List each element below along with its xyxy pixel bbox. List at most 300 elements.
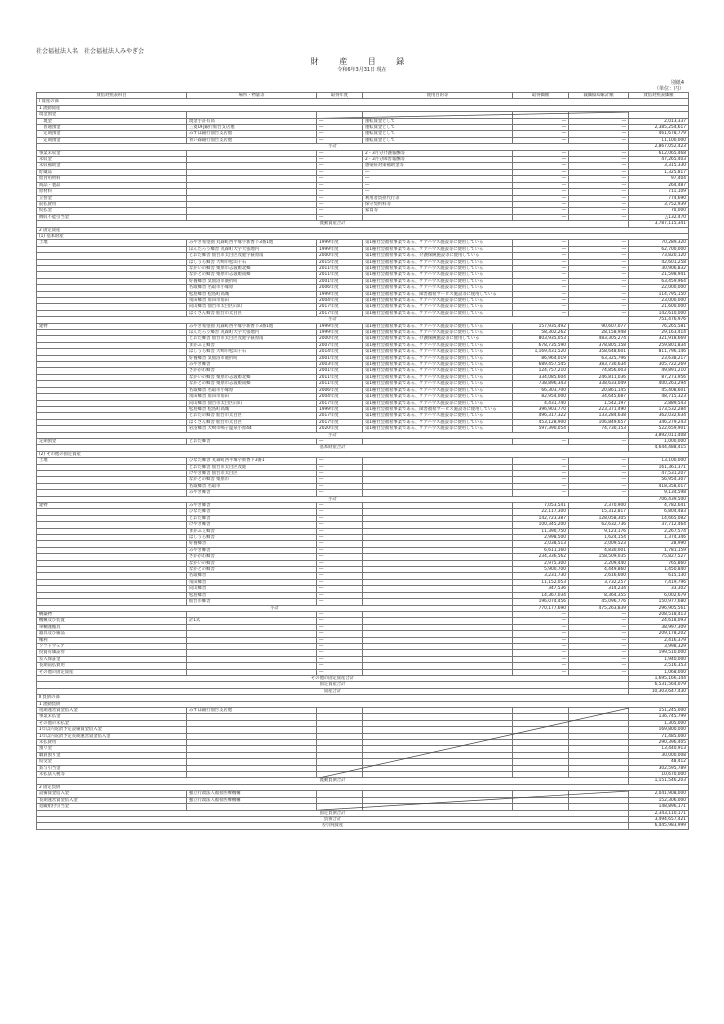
book-value: 47,265,403 — [629, 157, 689, 163]
acquisition-year: 2007年度 — [317, 342, 363, 348]
book-value: 765,860 — [629, 560, 689, 566]
column-header: 取得価額 — [513, 93, 569, 99]
purpose: 第1種社会福祉事業である、ケアハウス施設等に使用している — [363, 330, 513, 336]
acquisition-cost: ― — [513, 208, 569, 214]
account-name: その他の固定資産 — [37, 669, 187, 675]
acquisition-year: 1999年度 — [317, 323, 363, 329]
section-heading: (1) 基本財産 — [37, 233, 689, 239]
accumulated-depreciation: ― — [569, 169, 629, 175]
acquisition-year: ― — [317, 579, 363, 585]
accumulated-depreciation: ― — [569, 611, 629, 617]
account-name: 普通預金 — [37, 125, 187, 131]
location: 松島郷舎 松島町高城 — [187, 406, 317, 412]
accumulated-depreciation: ― — [569, 304, 629, 310]
book-value: 774,690 — [629, 195, 689, 201]
book-value: 1,781,159 — [629, 547, 689, 553]
book-value: 63,459,964 — [629, 278, 689, 284]
account-name: 職員預り金 — [37, 752, 187, 758]
accumulated-depreciation: ― — [569, 291, 629, 297]
acquisition-cost: ― — [513, 285, 569, 291]
acquisition-year: 2011年度 — [317, 272, 363, 278]
acquisition-cost: 124,757,210 — [513, 368, 569, 374]
acquisition-year: 2004年度 — [317, 394, 363, 400]
accumulated-depreciation: 15,312,817 — [569, 509, 629, 515]
subtotal-value: 706,439,500 — [629, 496, 689, 502]
column-header: 減価償却累計額 — [569, 93, 629, 99]
account-name: 現金預金 — [37, 112, 187, 118]
accumulated-depreciation: ― — [569, 618, 629, 624]
acquisition-cost: ― — [513, 477, 569, 483]
acquisition-cost: ― — [513, 310, 569, 316]
purpose: ― — [363, 189, 513, 195]
book-value: 400,263,294 — [629, 381, 689, 387]
acquisition-year: ― — [317, 554, 363, 560]
acquisition-cost: ― — [513, 272, 569, 278]
account-name: その他の未払金 — [37, 720, 187, 726]
book-value: 461,678,779 — [629, 131, 689, 137]
accumulated-depreciation: ― — [569, 253, 629, 259]
subtotal-value: 2,867,052,423 — [629, 144, 689, 150]
book-value: 161,361,371 — [629, 464, 689, 470]
acquisition-year: 2006年度 — [317, 387, 363, 393]
acquisition-cost: ― — [513, 464, 569, 470]
acquisition-cost: ― — [513, 163, 569, 169]
acquisition-cost: 738,896,343 — [513, 381, 569, 387]
account-name: 賞与引当金 — [37, 765, 187, 771]
acquisition-year: 2011年度 — [317, 265, 363, 271]
acquisition-year: ― — [317, 637, 363, 643]
acquisition-cost: ― — [513, 643, 569, 649]
accumulated-depreciation: 74,730,153 — [569, 426, 629, 432]
account-name: 機械及び装置 — [37, 618, 187, 624]
acquisition-year: ― — [317, 631, 363, 637]
book-value: 75,827,527 — [629, 554, 689, 560]
book-value: 38,997,309 — [629, 624, 689, 630]
subtotal-value: 296,905,561 — [629, 605, 689, 611]
diagonal-strike-line — [317, 708, 629, 778]
acquisition-cost: ― — [513, 246, 569, 252]
book-value: 97,404 — [629, 176, 689, 182]
book-value: 37,712,464 — [629, 522, 689, 528]
document-date: 令和6年3月31日 現在 — [337, 67, 387, 73]
acquisition-cost: 5,900,700 — [513, 567, 569, 573]
accumulated-depreciation: 4,830,001 — [569, 547, 629, 553]
accumulated-depreciation: 1,624,154 — [569, 535, 629, 541]
location: みずほ銀行仙台支店他 — [187, 708, 317, 714]
acquisition-year: 1999年度 — [317, 246, 363, 252]
subtotal-label: 小計 — [37, 144, 629, 150]
book-value: 24,618,093 — [629, 618, 689, 624]
accumulated-depreciation: 8,364,355 — [569, 592, 629, 598]
accumulated-depreciation: ― — [569, 656, 629, 662]
book-value: △132,470 — [629, 214, 689, 220]
location: けやき郷舎 仙台市太白区 — [187, 470, 317, 476]
account-name: 給食用材料 — [37, 176, 187, 182]
book-value: 21,600,000 — [629, 304, 689, 310]
diagonal-strike-line — [317, 112, 629, 118]
acquisition-year: ― — [317, 541, 363, 547]
acquisition-year: 2020年度 — [317, 426, 363, 432]
account-name: ソフトウェア — [37, 643, 187, 649]
column-header: 貸借対照表価額 — [629, 93, 689, 99]
purpose: 運転資金として — [363, 137, 513, 143]
book-value: 6,804,483 — [629, 509, 689, 515]
accumulated-depreciation: ― — [569, 259, 629, 265]
section-heading: 1 流動負債 — [37, 701, 689, 707]
book-value: 2,385,254,617 — [629, 125, 689, 131]
acquisition-cost: ― — [513, 240, 569, 246]
account-name: 短期運営資金借入金 — [37, 708, 187, 714]
purpose: 第1種社会福祉事業である、障害福祉サービス施設等に使用している — [363, 291, 513, 297]
acquisition-year: ― — [317, 650, 363, 656]
accumulated-depreciation: 20,861,145 — [569, 387, 629, 393]
acquisition-year: ― — [317, 643, 363, 649]
account-name: 定期預金 — [37, 438, 187, 444]
total-value: 2,343,110,171 — [629, 810, 689, 816]
acquisition-year: ― — [317, 458, 363, 464]
total-label: その他の固定資産合計 — [37, 675, 629, 681]
location: なかとの郷舎 — [187, 567, 317, 573]
total-label: 差引純資産 — [37, 823, 629, 829]
acquisition-cost: ― — [513, 176, 569, 182]
accumulated-depreciation: ― — [569, 285, 629, 291]
location: 好養郷舎 気仙沼市鹿折町 — [187, 355, 317, 361]
purpose: 感染症対策補助金等 — [363, 163, 513, 169]
total-value: 4,644,488,415 — [629, 445, 689, 451]
acquisition-cost: ― — [513, 150, 569, 156]
accumulated-depreciation: ― — [569, 663, 629, 669]
book-value: 290,396,405 — [629, 740, 689, 746]
acquisition-cost: 14,367,034 — [513, 592, 569, 598]
book-value: 45,408,601 — [629, 387, 689, 393]
column-header: 使用目的等 — [363, 93, 513, 99]
accumulated-depreciation: 106,849,657 — [569, 419, 629, 425]
location: みやぎ郷舎 — [187, 547, 317, 553]
book-value: 209,178,202 — [629, 631, 689, 637]
accumulated-depreciation: 2,009,523 — [569, 541, 629, 547]
account-name: 長期前払費用 — [37, 663, 187, 669]
acquisition-year: ― — [317, 618, 363, 624]
location: 仙台市郷舎 — [187, 599, 317, 605]
book-value: 14,665,082 — [629, 515, 689, 521]
location: なかとの郷舎 栗原市志波姫南郷 — [187, 381, 317, 387]
book-value: 33,302 — [629, 586, 689, 592]
acquisition-cost: 2,975,300 — [513, 560, 569, 566]
acquisition-year: 2001年度 — [317, 278, 363, 284]
account-name: 差入保証金 — [37, 656, 187, 662]
location: ひなた郷舎 丸森町西平塚字新香下3番1 — [187, 458, 317, 464]
accumulated-depreciation: ― — [569, 163, 629, 169]
section-heading: 2 固定負債 — [37, 784, 689, 790]
acquisition-cost: ― — [513, 291, 569, 297]
purpose: 第1種社会福祉事業である、ケアハウス施設等に使用している — [363, 368, 513, 374]
location: 角田郷舎 — [187, 579, 317, 585]
acquisition-year: ― — [317, 157, 363, 163]
location: なかとの郷舎 栗原市志波姫南郷 — [187, 272, 317, 278]
document-title: 財 産 目 録 — [310, 57, 414, 66]
section-heading: (2) その他の固定資産 — [37, 451, 689, 457]
accumulated-depreciation: ― — [569, 272, 629, 278]
accumulated-depreciation: ― — [569, 464, 629, 470]
book-value: 28,990 — [629, 541, 689, 547]
location: ひなた郷舎 — [187, 509, 317, 515]
account-name: 土地 — [37, 240, 187, 246]
acquisition-cost: ― — [513, 483, 569, 489]
acquisition-cost: 2,998,500 — [513, 535, 569, 541]
acquisition-cost: ― — [513, 169, 569, 175]
account-name: 仮払金 — [37, 208, 187, 214]
book-value: 362,032,634 — [629, 413, 689, 419]
total-value: 1,151,546,203 — [629, 778, 689, 784]
acquisition-cost: 11,152,053 — [513, 579, 569, 585]
book-value: 3,752,939 — [629, 201, 689, 207]
location: なかいの郷舎 栗原市志波姫北郷 — [187, 374, 317, 380]
account-name: 未収金 — [37, 157, 187, 163]
book-value: 70,000 — [629, 208, 689, 214]
book-value: 29,163,414 — [629, 330, 689, 336]
accumulated-depreciation: ― — [569, 310, 629, 316]
accumulated-depreciation: ― — [569, 157, 629, 163]
accumulated-depreciation: 2,209,440 — [569, 560, 629, 566]
acquisition-cost: 234,336,562 — [513, 554, 569, 560]
book-value: 62,700,000 — [629, 246, 689, 252]
accumulated-depreciation: ― — [569, 182, 629, 188]
accumulated-depreciation: ― — [569, 643, 629, 649]
acquisition-year: ― — [317, 503, 363, 509]
acquisition-cost: 157,935,492 — [513, 323, 569, 329]
location: 向山郷舎 仙台市太白区向山 — [187, 304, 317, 310]
book-value: 346,279,243 — [629, 419, 689, 425]
accumulated-depreciation: ― — [569, 246, 629, 252]
total-value: 1,695,166,144 — [629, 675, 689, 681]
acquisition-cost: ― — [513, 650, 569, 656]
account-name: 未払費用 — [37, 740, 187, 746]
location: なかとの郷舎 栗原市 — [187, 477, 317, 483]
accumulated-depreciation: 90,607,077 — [569, 323, 629, 329]
acquisition-cost: 597,390,054 — [513, 426, 569, 432]
accumulated-depreciation: 383,730,634 — [569, 362, 629, 368]
book-value: 71,485,000 — [629, 733, 689, 739]
accumulated-depreciation: 62,632,736 — [569, 522, 629, 528]
book-value: 48,412 — [629, 759, 689, 765]
book-value: 9,134,598 — [629, 490, 689, 496]
book-value: 136,745,799 — [629, 714, 689, 720]
acquisition-year: ― — [317, 528, 363, 534]
location: けやき郷舎 — [187, 522, 317, 528]
total-label: 資産合計 — [37, 688, 629, 694]
accumulated-depreciation: ― — [569, 483, 629, 489]
purpose: 家賃等 — [363, 208, 513, 214]
purpose: 運転資金として — [363, 125, 513, 131]
book-value: 3,998,329 — [629, 643, 689, 649]
location: 三菱UFJ銀行仙台支店他 — [187, 125, 317, 131]
book-value: 3,315,330 — [629, 163, 689, 169]
total-label: 流動資産合計 — [37, 221, 629, 227]
accumulated-depreciation: ― — [569, 240, 629, 246]
accumulated-depreciation: 2,616,600 — [569, 573, 629, 579]
acquisition-year: ― — [317, 464, 363, 470]
acquisition-year: 2001年度 — [317, 368, 363, 374]
section-heading: Ⅰ 資産の部 — [37, 99, 689, 105]
location: とおだ郷舎 仙台市太白区茂庭 — [187, 464, 317, 470]
acquisition-cost: ― — [513, 253, 569, 259]
location: みやぎ郷舎 — [187, 490, 317, 496]
accumulated-depreciation: ― — [569, 278, 629, 284]
account-name: 土地 — [37, 458, 187, 464]
purpose: 第1種社会福祉事業である、ケアハウス施設等に使用している — [363, 323, 513, 329]
document-number: 別紙4 — [670, 80, 684, 86]
account-name: 事業未払金 — [37, 714, 187, 720]
acquisition-cost: ― — [513, 278, 569, 284]
accumulated-depreciation: ― — [569, 490, 629, 496]
book-value: 13,440,913 — [629, 746, 689, 752]
purpose: 第1種社会福祉事業である、介護保険施設等に使用している — [363, 336, 513, 342]
purpose: 第1種社会福祉事業である、ケアハウス施設等に使用している — [363, 426, 513, 432]
acquisition-year: ― — [317, 214, 363, 220]
book-value: 1,450,840 — [629, 567, 689, 573]
accumulated-depreciation: 74,856,003 — [569, 368, 629, 374]
column-header: 場所・物量等 — [187, 93, 317, 99]
book-value: 42,601,258 — [629, 259, 689, 265]
acquisition-year: ― — [317, 586, 363, 592]
acquisition-year: 2015年度 — [317, 259, 363, 265]
acquisition-cost: 82,954,000 — [513, 394, 569, 400]
acquisition-cost: ― — [513, 637, 569, 643]
book-value: 811,796,146 — [629, 349, 689, 355]
accumulated-depreciation: ― — [569, 189, 629, 195]
location: 青い森銀行仙台支店他 — [187, 137, 317, 143]
book-value: 151,245,000 — [629, 708, 689, 714]
book-value: 23,638,217 — [629, 355, 689, 361]
location: 計1式 — [187, 618, 317, 624]
account-name: 設備資金借入金 — [37, 791, 187, 797]
total-value: 6,445,983,999 — [629, 823, 689, 829]
acquisition-cost: 4,431,740 — [513, 400, 569, 406]
accumulated-depreciation: ― — [569, 150, 629, 156]
accumulated-depreciation: ― — [569, 195, 629, 201]
subtotal-depreciation: 475,263,839 — [569, 605, 629, 611]
purpose: 2・3月分介護報酬等 — [363, 150, 513, 156]
column-header: 貸借対照表科目 — [37, 93, 187, 99]
book-value: 49,891,210 — [629, 368, 689, 374]
accumulated-depreciation: 128,058,305 — [569, 515, 629, 521]
acquisition-cost: ― — [513, 259, 569, 265]
subtotal-label: 小計 — [37, 605, 513, 611]
purpose: ― — [363, 169, 513, 175]
purpose: 第1種社会福祉事業である、ケアハウス施設等に使用している — [363, 355, 513, 361]
accumulated-depreciation: 34,645,687 — [569, 394, 629, 400]
purpose: 第1種社会福祉事業である、ケアハウス施設等に使用している — [363, 342, 513, 348]
location: 岩沼郷舎 大崎市鳴子温泉小原44 — [187, 426, 317, 432]
acquisition-year: 2003年度 — [317, 362, 363, 368]
accumulated-depreciation: ― — [569, 137, 629, 143]
accumulated-depreciation: 158,509,035 — [569, 554, 629, 560]
accumulated-depreciation: ― — [569, 624, 629, 630]
location: まかふぇ郷舎 — [187, 528, 317, 534]
acquisition-cost: 11,390,750 — [513, 528, 569, 534]
accumulated-depreciation: ― — [569, 650, 629, 656]
accumulated-depreciation: ― — [569, 125, 629, 131]
acquisition-year: 2004年度 — [317, 298, 363, 304]
acquisition-cost: 142,723,387 — [513, 515, 569, 521]
acquisition-year: ― — [317, 669, 363, 675]
total-value: 6,531,564,079 — [629, 682, 689, 688]
total-label: 固定負債合計 — [37, 810, 629, 816]
acquisition-year: ― — [317, 438, 363, 444]
acquisition-year: ― — [317, 470, 363, 476]
acquisition-cost: ― — [513, 458, 569, 464]
location: 向山郷舎 仙台市太白区向山 — [187, 400, 317, 406]
acquisition-year: ― — [317, 118, 363, 124]
book-value: 522,659,901 — [629, 426, 689, 432]
location: はしうら郷舎 大崎市松山千石 — [187, 349, 317, 355]
subtotal-label: 小計 — [37, 432, 629, 438]
acquisition-year: ― — [317, 573, 363, 579]
location: みやぎ郷舎 — [187, 503, 317, 509]
accumulated-depreciation: ― — [569, 118, 629, 124]
purpose: 第1種社会福祉事業である、ケアハウス施設等に使用している — [363, 278, 513, 284]
location: みやぎ希望園 丸森町西平塚字新香下3番1他 — [187, 240, 317, 246]
acquisition-cost: ― — [513, 669, 569, 675]
account-name: 器具及び備品 — [37, 631, 187, 637]
accumulated-depreciation: ― — [569, 298, 629, 304]
location: はしうら郷舎 — [187, 535, 317, 541]
accumulated-depreciation: 314,234 — [569, 586, 629, 592]
acquisition-cost: ― — [513, 131, 569, 137]
acquisition-year: ― — [317, 477, 363, 483]
acquisition-year: ― — [317, 656, 363, 662]
account-name: 建物 — [37, 323, 187, 329]
account-name: 建物 — [37, 503, 187, 509]
acquisition-cost: ― — [513, 214, 569, 220]
purpose: 第1種社会福祉事業である、ケアハウス施設等に使用している — [363, 259, 513, 265]
acquisition-year: ― — [317, 490, 363, 496]
location: とおだ郷舎 — [187, 515, 317, 521]
acquisition-year: ― — [317, 137, 363, 143]
accumulated-depreciation: ― — [569, 201, 629, 207]
acquisition-year: 2017年度 — [317, 304, 363, 310]
account-name: 1年以内返済予定長期運営資金借入金 — [37, 733, 187, 739]
book-value: 48,715,323 — [629, 394, 689, 400]
acquisition-year: ― — [317, 624, 363, 630]
location: 向山郷舎 — [187, 586, 317, 592]
accumulated-depreciation: 358,648,601 — [569, 349, 629, 355]
accumulated-depreciation: 338,633,049 — [569, 381, 629, 387]
acquisition-year: 2017年度 — [317, 400, 363, 406]
acquisition-cost: ― — [513, 490, 569, 496]
book-value: 152,306,000 — [629, 797, 689, 803]
acquisition-year: 1999年度 — [317, 330, 363, 336]
acquisition-year: ― — [317, 201, 363, 207]
book-value: 2,516,353 — [629, 663, 689, 669]
purpose: 第1種社会福祉事業である、ケアハウス施設等に使用している — [363, 310, 513, 316]
account-name: 仮受金 — [37, 759, 187, 765]
accumulated-depreciation: 2,370,900 — [569, 503, 629, 509]
account-name: 長期運営資金借入金 — [37, 797, 187, 803]
acquisition-year: ― — [317, 131, 363, 137]
purpose: 運転資金として — [363, 118, 513, 124]
purpose: 第1種社会福祉事業である、ケアハウス施設等に使用している — [363, 240, 513, 246]
acquisition-year: ― — [317, 195, 363, 201]
acquisition-cost: ― — [513, 631, 569, 637]
acquisition-year: 1999年度 — [317, 406, 363, 412]
acquisition-cost: ― — [513, 118, 569, 124]
book-value: 76,265,581 — [629, 323, 689, 329]
accumulated-depreciation: 483,305,274 — [569, 336, 629, 342]
acquisition-cost: 1,169,431,520 — [513, 349, 569, 355]
account-name: 権利 — [37, 637, 187, 643]
acquisition-year: ― — [317, 560, 363, 566]
